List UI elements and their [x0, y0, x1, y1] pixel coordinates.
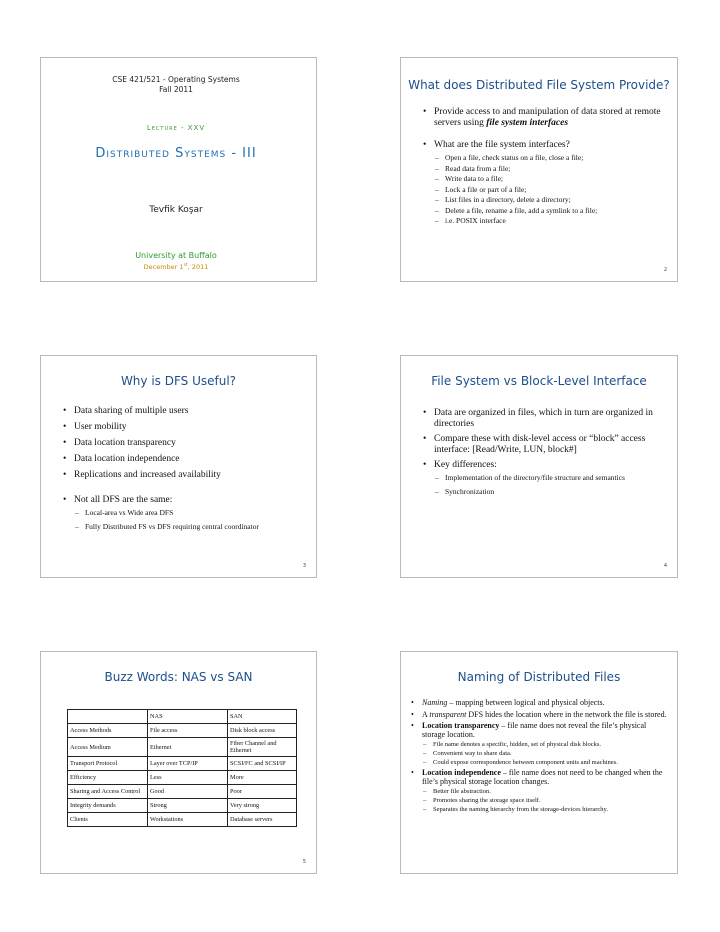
- sub-bullet-item: – Separates the naming hierarchy from the storage-devices hierarchy.: [422, 805, 671, 814]
- nas-san-table: [67, 709, 297, 827]
- bullet-item: • User mobility: [63, 422, 308, 433]
- sub-bullet-item: – Delete a file, rename a file, add a symlink to a file;: [434, 206, 668, 217]
- table-header-row: [68, 710, 297, 724]
- table-cell: Ethernet: [148, 738, 228, 757]
- sub-bullet-item: – Promotes sharing the storage space itself.: [422, 796, 671, 805]
- table-cell: Clients: [68, 813, 148, 827]
- table-cell: SAN: [228, 710, 297, 724]
- bullet-item: • Data sharing of multiple users: [63, 406, 308, 417]
- sub-bullet-item: – Implementation of the directory/file structure and semantics: [434, 473, 668, 484]
- bullet-list: [423, 408, 668, 497]
- table-cell: Layer over TCP/IP: [148, 757, 228, 771]
- table-row: [68, 738, 297, 757]
- sub-bullet-list: [434, 473, 668, 497]
- table-cell: Fiber Channel and Ethernet: [228, 738, 297, 757]
- table-cell: SCSI/FC and SCSI/IP: [228, 757, 297, 771]
- bullet-item: • Data location independence: [63, 454, 308, 465]
- sub-bullet-item: – i.e. POSIX interface: [434, 216, 668, 227]
- table-row: [68, 771, 297, 785]
- slide-title: Why is DFS Useful?: [120, 374, 237, 388]
- bullet-list: [411, 698, 671, 814]
- sub-bullet-list: [422, 740, 671, 767]
- sub-bullet-item: – Could expose correspondence between component units and machines.: [422, 758, 671, 767]
- bullet-item: • Location transparency – file name does not reveal the file’s physical storage location. – File name denotes a specific, hidden, set of physical disk blocks. – Convenient way to share data. – Could expose correspondence between component units and machines.: [411, 721, 671, 767]
- sub-bullet-item: – Lock a file or part of a file;: [434, 185, 668, 196]
- bullet-item: • Key differences: – Implementation of the directory/file structure and semantics – Synchronization: [423, 460, 668, 497]
- sub-bullet-item: – List files in a directory, delete a directory;: [434, 195, 668, 206]
- sub-bullet-item: – Better file abstraction.: [422, 787, 671, 796]
- page-number: 3: [302, 563, 306, 569]
- table-row: [68, 799, 297, 813]
- sub-bullet-item: – Convenient way to share data.: [422, 749, 671, 758]
- bullet-item: • Data location transparency: [63, 438, 308, 449]
- bullet-list: [63, 406, 308, 532]
- table-cell: [68, 710, 148, 724]
- table-cell: File access: [148, 724, 228, 738]
- sub-bullet-list: [74, 508, 308, 532]
- sub-bullet-list: [434, 153, 668, 227]
- table-cell: Very strong: [228, 799, 297, 813]
- bullet-item: • Not all DFS are the same: – Local-area vs Wide area DFS – Fully Distributed FS vs DFS requiring central coordinator: [63, 495, 308, 532]
- deck-title: Distributed Systems - III: [95, 146, 257, 161]
- sub-bullet-item: – Write data to a file;: [434, 174, 668, 185]
- table-cell: Workstations: [148, 813, 228, 827]
- lecture-date: December 1st, 2011: [143, 263, 209, 272]
- bullet-list: [423, 107, 668, 227]
- table-row: [68, 724, 297, 738]
- bullet-item: • Naming – mapping between logical and physical objects.: [411, 698, 671, 708]
- slide-title: Buzz Words: NAS vs SAN: [104, 670, 253, 684]
- author-name: Tevfik Koşar: [149, 205, 203, 215]
- table-cell: Poor: [228, 785, 297, 799]
- table-cell: Less: [148, 771, 228, 785]
- table-cell: Strong: [148, 799, 228, 813]
- sub-bullet-item: – Fully Distributed FS vs DFS requiring central coordinator: [74, 522, 308, 533]
- slide-title: Naming of Distributed Files: [457, 670, 621, 684]
- table-cell: Disk block access: [228, 724, 297, 738]
- table-cell: Efficiency: [68, 771, 148, 785]
- table-cell: Sharing and Access Control: [68, 785, 148, 799]
- sub-bullet-item: – Synchronization: [434, 487, 668, 498]
- slide-title: What does Distributed File System Provide?: [408, 78, 670, 92]
- table-cell: NAS: [148, 710, 228, 724]
- table-cell: Access Medium: [68, 738, 148, 757]
- course-name: CSE 421/521 - Operating Systems: [112, 75, 240, 84]
- bullet-item: • A transparent DFS hides the location where in the network the file is stored.: [411, 710, 671, 719]
- page-number: 2: [663, 267, 667, 273]
- table-cell: Transport Protocol: [68, 757, 148, 771]
- table-cell: Integrity demands: [68, 799, 148, 813]
- table-row: [68, 757, 297, 771]
- sub-bullet-item: – Read data from a file;: [434, 164, 668, 175]
- table-cell: More: [228, 771, 297, 785]
- page-number: 4: [663, 563, 667, 569]
- bullet-item: • What are the file system interfaces? – Open a file, check status on a file, close a file; – Read data from a file; – Write data to a file; – Lock a file or part of a file; – List files in a directory, delete a directory; – Delete a file, rename a file, add a symlink to a file; – i.e. POSIX interface: [423, 140, 668, 227]
- page-number: 5: [302, 859, 306, 865]
- lecture-number: Lecture - XXV: [146, 124, 206, 132]
- sub-bullet-list: [422, 787, 671, 814]
- table-row: [68, 785, 297, 799]
- slide-naming: [400, 651, 678, 874]
- table-cell: Access Methods: [68, 724, 148, 738]
- slide-why-dfs: [40, 355, 317, 578]
- bullet-item: • Location independence – file name does not need to be changed when the file’s physical storage location changes. – Better file abstraction. – Promotes sharing the storage space itself. – Separates the naming hierarchy from the storage-devices hierarchy.: [411, 768, 671, 814]
- slide-title: File System vs Block-Level Interface: [431, 374, 647, 388]
- bullet-item: • Data are organized in files, which in turn are organized in directories: [423, 408, 668, 430]
- university: University at Buffalo: [135, 251, 217, 260]
- title-slide: [40, 57, 317, 282]
- bullet-item: • Replications and increased availability: [63, 470, 308, 481]
- slide-nas-vs-san: [40, 651, 317, 874]
- bullet-item: • Provide access to and manipulation of data stored at remote servers using file system interfaces: [423, 107, 668, 129]
- slide-dfs-provide: [400, 57, 678, 282]
- table-cell: Database servers: [228, 813, 297, 827]
- sub-bullet-item: – File name denotes a specific, hidden, set of physical disk blocks.: [422, 740, 671, 749]
- slide-fs-vs-block: [400, 355, 678, 578]
- sub-bullet-item: – Open a file, check status on a file, close a file;: [434, 153, 668, 164]
- table-cell: Good: [148, 785, 228, 799]
- bullet-item: • Compare these with disk-level access or “block” access interface: [Read/Write, LUN, block#]: [423, 434, 668, 456]
- course-term: Fall 2011: [159, 85, 193, 94]
- table-row: [68, 813, 297, 827]
- sub-bullet-item: – Local-area vs Wide area DFS: [74, 508, 308, 519]
